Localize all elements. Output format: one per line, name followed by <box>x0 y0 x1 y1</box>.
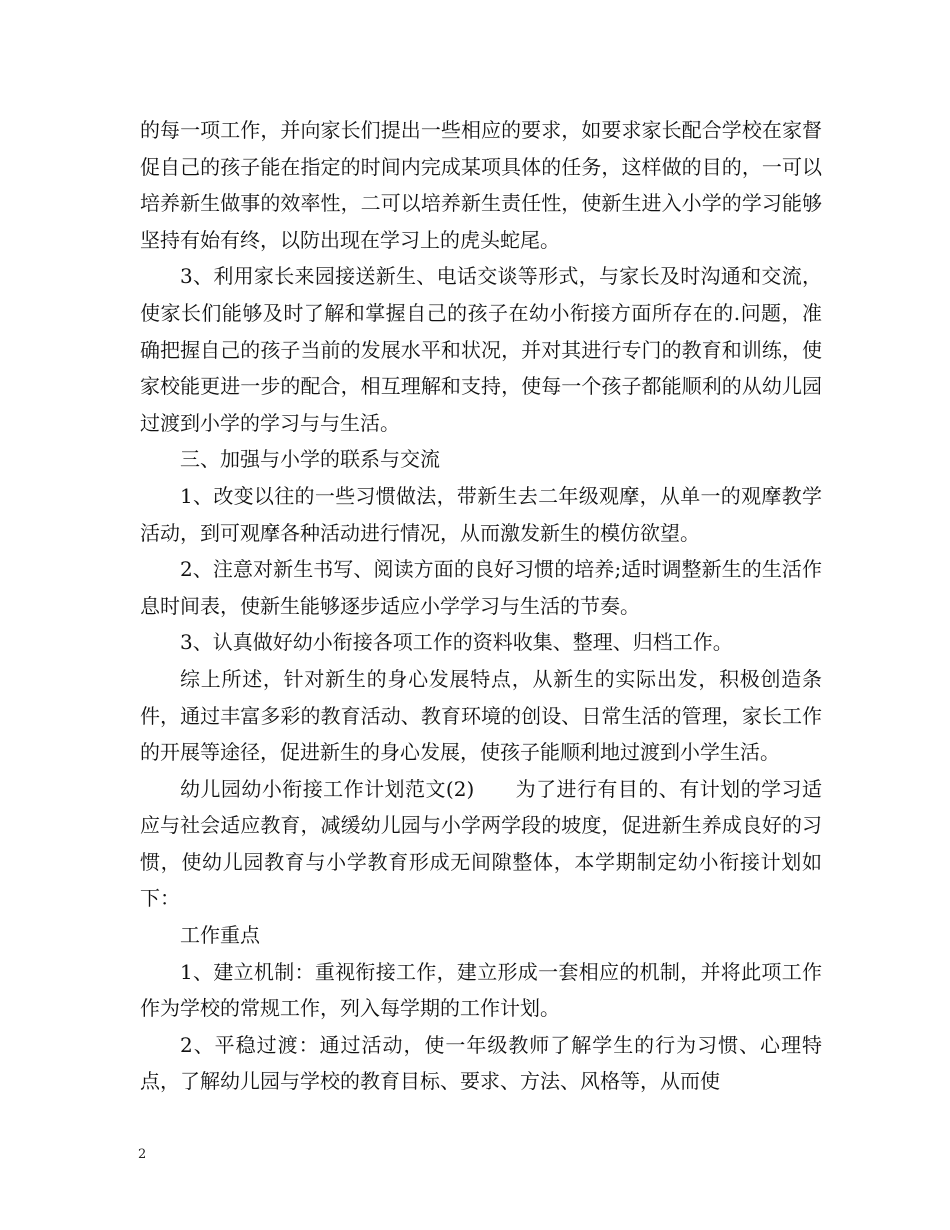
paragraph: 3、认真做好幼小衔接各项工作的资料收集、整理、归档工作。 <box>180 630 733 655</box>
page-number: 2 <box>138 1147 147 1162</box>
paragraph: 三、加强与小学的联系与交流 <box>180 447 440 472</box>
paragraph: 综上所述，针对新生的身心发展特点，从新生的实际出发，积极创造条件，通过丰富多彩的教育活动、教育环境的创设、日常生活的管理，家长工作的开展等途径，促进新生的身心发展，使孩子能顺利地过渡到小学生活。 <box>140 666 822 765</box>
paragraph: 1、建立机制：重视衔接工作，建立形成一套相应的机制，并将此项工作作为学校的常规工作，列入每学期的工作计划。 <box>140 959 822 1021</box>
document-body <box>140 112 822 1100</box>
paragraph: 2、注意对新生书写、阅读方面的良好习惯的培养;适时调整新生的生活作息时间表，使新生能够逐步适应小学学习与生活的节奏。 <box>140 557 822 618</box>
paragraph: 的每一项工作，并向家长们提出一些相应的要求，如要求家长配合学校在家督促自己的孩子能在指定的时间内完成某项具体的任务，这样做的目的，一可以培养新生做事的效率性，二可以培养新生责任性，使新生进入小学的学习能够坚持有始有终，以防出现在学习上的虎头蛇尾。 <box>140 118 822 252</box>
paragraph: 1、改变以往的一些习惯做法，带新生去二年级观摩，从单一的观摩教学活动，到可观摩各种活动进行情况，从而激发新生的模仿欲望。 <box>140 483 822 545</box>
paragraph: 幼儿园幼小衔接工作计划范文(2) 为了进行有目的、有计划的学习适应与社会适应教育，减缓幼儿园与小学两学段的坡度，促进新生养成良好的习惯，使幼儿园教育与小学教育形成无间隙整体，本学期制定幼小衔接计划如下： <box>140 776 822 911</box>
paragraph: 2、平稳过渡：通过活动，使一年级教师了解学生的行为习惯、心理特点，了解幼儿园与学校的教育目标、要求、方法、风格等，从而使 <box>140 1032 822 1094</box>
paragraph: 工作重点 <box>180 923 260 948</box>
paragraph: 3、利用家长来园接送新生、电话交谈等形式，与家长及时沟通和交流，使家长们能够及时了解和掌握自己的孩子在幼小衔接方面所存在的.问题，准确把握自己的孩子当前的发展水平和状况，并对其进行专门的教育和训练，使家校能更进一步的配合，相互理解和支持，使每一个孩子都能顺利的从幼儿园过渡到小学的学习与与生活。 <box>140 264 822 435</box>
